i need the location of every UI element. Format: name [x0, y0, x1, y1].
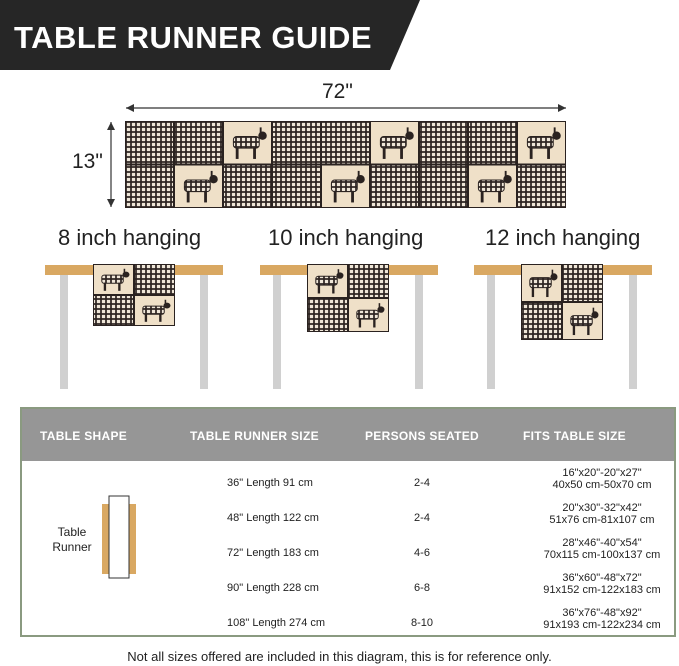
row-fits-in: 20"x30"-32"x42"	[562, 502, 642, 514]
height-dimension: 13"	[72, 150, 103, 173]
animal-tile	[175, 166, 222, 208]
shape-label: Table Runner	[52, 525, 92, 554]
row-persons: 4-6	[414, 547, 430, 559]
row-fits-cm: 91x193 cm-122x234 cm	[543, 619, 661, 631]
row-persons: 8-10	[410, 617, 434, 629]
plaid-tile	[126, 166, 173, 208]
hanging-label-8: 8 inch hanging	[58, 225, 202, 250]
table-illustration-10	[258, 258, 438, 393]
plaid-tile	[420, 166, 467, 208]
animal-tile	[518, 122, 565, 164]
header-fits-size: FITS TABLE SIZE	[523, 429, 626, 443]
animal-tile	[308, 265, 347, 297]
row-fits-in: 28"x46"-40"x54"	[562, 537, 642, 549]
plaid-tile	[469, 122, 516, 164]
table-illustration-12	[472, 258, 652, 393]
row-fits-cm: 51x76 cm-81x107 cm	[549, 514, 655, 526]
animal-tile	[469, 166, 516, 208]
plaid-tile	[135, 265, 174, 294]
row-fits-in: 16"x20"-20"x27"	[562, 467, 642, 479]
animal-tile	[94, 265, 133, 294]
header-table-shape: TABLE SHAPE	[40, 429, 128, 443]
plaid-tile	[518, 166, 565, 208]
row-size: 90" Length 228 cm	[227, 582, 319, 594]
row-fits-cm: 91x152 cm-122x183 cm	[543, 584, 661, 596]
header-persons: PERSONS SEATED	[365, 429, 479, 443]
plaid-tile	[322, 122, 369, 164]
hanging-label-12: 12 inch hanging	[485, 225, 641, 250]
plaid-tile	[349, 265, 388, 297]
plaid-tile	[371, 166, 418, 208]
row-fits-in: 36"x60"-48"x72"	[562, 572, 642, 584]
row-size: 36" Length 91 cm	[227, 477, 313, 489]
row-persons: 6-8	[414, 582, 430, 594]
plaid-tile	[175, 122, 222, 164]
animal-tile	[322, 166, 369, 208]
animal-tile	[522, 265, 561, 301]
footer-note: Not all sizes offered are included in this diagram, this is for reference only.	[127, 649, 552, 664]
animal-tile	[135, 296, 174, 325]
table-illustration-8	[45, 258, 225, 393]
plaid-tile	[420, 122, 467, 164]
hanging-label-10: 10 inch hanging	[268, 225, 424, 250]
row-persons: 2-4	[414, 512, 430, 524]
plaid-tile	[273, 122, 320, 164]
plaid-tile	[224, 166, 271, 208]
plaid-tile	[126, 122, 173, 164]
row-fits-cm: 70x115 cm-100x137 cm	[543, 549, 661, 561]
header-runner-size: TABLE RUNNER SIZE	[190, 429, 319, 443]
animal-tile	[224, 122, 271, 164]
row-size: 108" Length 274 cm	[227, 617, 326, 629]
page-title: TABLE RUNNER GUIDE	[14, 20, 373, 55]
plaid-tile	[273, 166, 320, 208]
row-fits-cm: 40x50 cm-50x70 cm	[552, 479, 652, 491]
row-size: 72" Length 183 cm	[227, 547, 319, 559]
row-persons: 2-4	[414, 477, 430, 489]
plaid-tile	[308, 299, 347, 331]
table-header	[22, 409, 674, 461]
row-fits-in: 36"x76"-48"x92"	[562, 607, 642, 619]
plaid-tile	[522, 303, 561, 339]
row-size: 48" Length 122 cm	[227, 512, 319, 524]
size-table	[20, 407, 676, 637]
runner-shape-icon	[100, 494, 140, 579]
plaid-tile	[94, 296, 133, 325]
animal-tile	[349, 299, 388, 331]
runner-illustration	[125, 121, 566, 208]
animal-tile	[563, 303, 602, 339]
animal-tile	[371, 122, 418, 164]
width-dimension: 72"	[322, 80, 353, 103]
plaid-tile	[563, 265, 602, 301]
